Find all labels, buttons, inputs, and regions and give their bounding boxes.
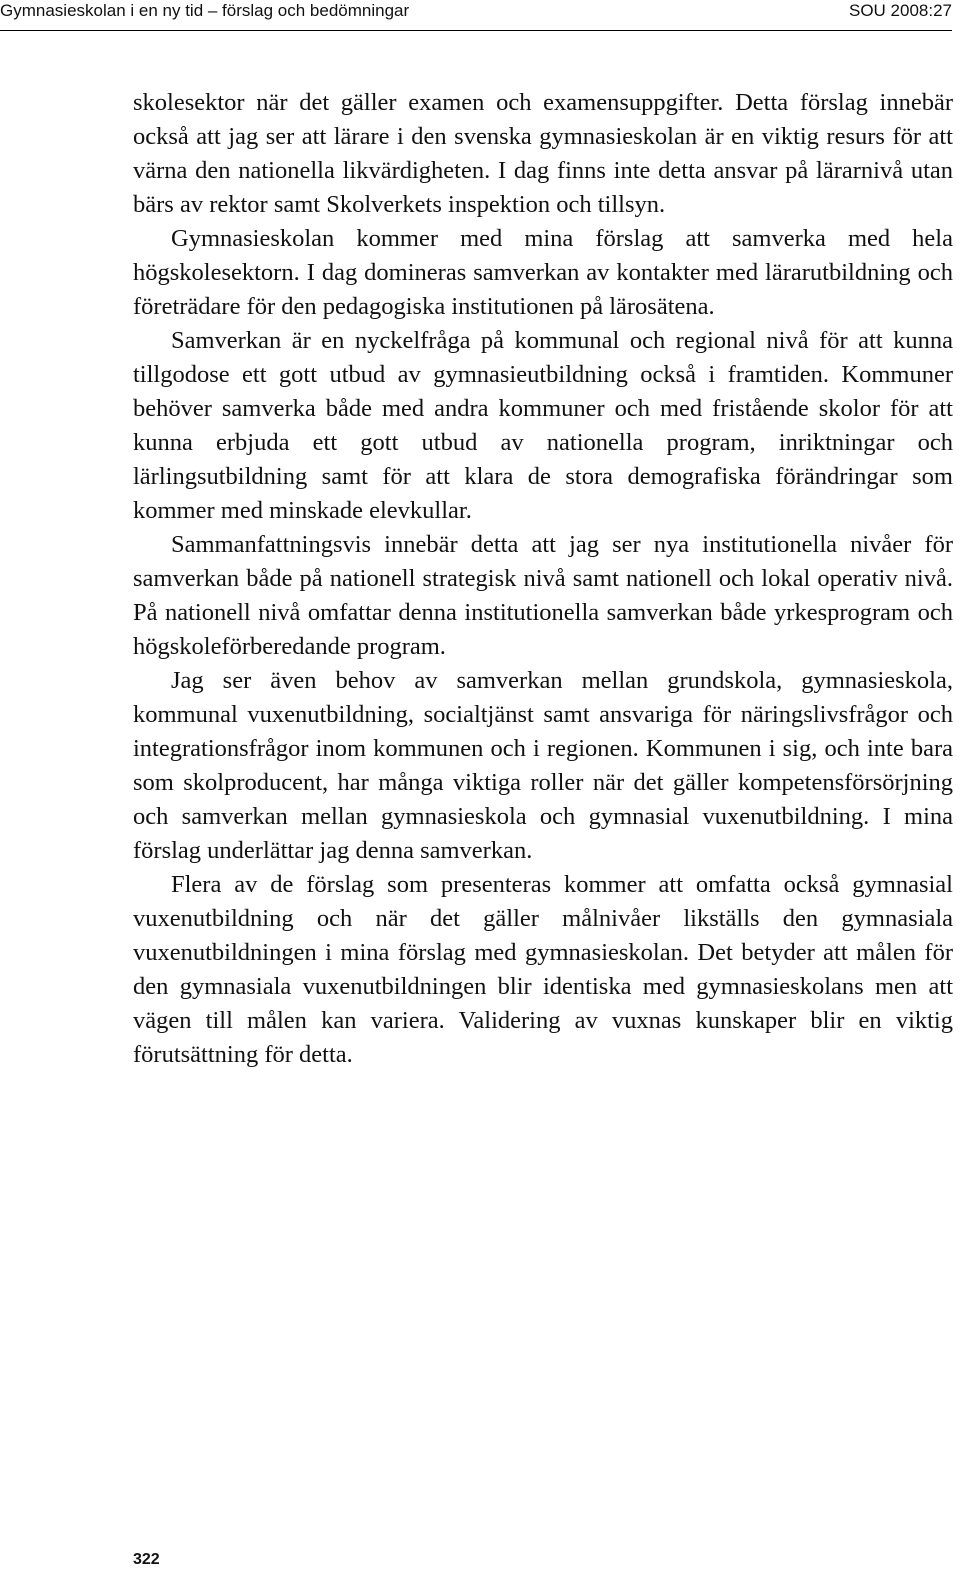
paragraph-behov-av-samverkan: Jag ser även behov av samverkan mellan grundskola, gymnasieskola, kommunal vuxenutbildning, socialtjänst samt ansvariga för näringslivsfrågor och integrationsfrågor inom kommunen och i regionen. Kommunen i sig, och inte bara som skolproducent, har många viktiga roller när det gäller kompetensförsörjning och samverkan mellan gymnasieskola och gymnasial vuxenutbildning. I mina förslag underlättar jag denna samverkan. — [133, 667, 953, 864]
paragraph-hogskolesektorn: Gymnasieskolan kommer med mina förslag att samverka med hela högskolesektorn. I dag domineras samverkan av kontakter med lärarutbildning och företrädare för den pedagogiska institutionen på lärosätena. — [133, 225, 953, 320]
running-header — [0, 0, 960, 36]
header-divider — [0, 30, 952, 31]
paragraph-sammanfattning: Sammanfattningsvis innebär detta att jag ser nya institutionella nivåer för samverkan både på nationell strategisk nivå samt nationell och lokal operativ nivå. På nationell nivå omfattar denna institutionella samverkan både yrkesprogram och högskoleförberedande program. — [133, 531, 953, 660]
header-report-number: SOU 2008:27 — [848, 1, 952, 20]
body-text — [133, 86, 953, 1072]
header-title: Gymnasieskolan i en ny tid – förslag och bedömningar — [0, 1, 410, 20]
page-number: 322 — [133, 1551, 160, 1568]
paragraph-vuxenutbildning: Flera av de förslag som presenteras kommer att omfatta också gymnasial vuxenutbildning och när det gäller målnivåer likställs den gymnasiala vuxenutbildningen i mina förslag med gymnasieskolan. Det betyder att målen för den gymnasiala vuxenutbildningen blir identiska med gymnasieskolans men att vägen till målen kan variera. Validering av vuxnas kunskaper blir en viktig förutsättning för detta. — [133, 871, 953, 1068]
paragraph-continuation: skolesektor när det gäller examen och examensuppgifter. Detta förslag innebär också att jag ser att lärare i den svenska gymnasieskolan är en viktig resurs för att värna den nationella likvärdigheten. I dag finns inte detta ansvar på lärarnivå utan bärs av rektor samt Skolverkets inspektion och tillsyn. — [133, 89, 953, 218]
paragraph-kommunal-samverkan: Samverkan är en nyckelfråga på kommunal och regional nivå för att kunna tillgodose ett gott utbud av gymnasieutbildning också i framtiden. Kommuner behöver samverka både med andra kommuner och med fristående skolor för att kunna erbjuda ett gott utbud av nationella program, inriktningar och lärlingsutbildning samt för att klara de stora demografiska förändringar som kommer med minskade elevkullar. — [133, 327, 953, 524]
